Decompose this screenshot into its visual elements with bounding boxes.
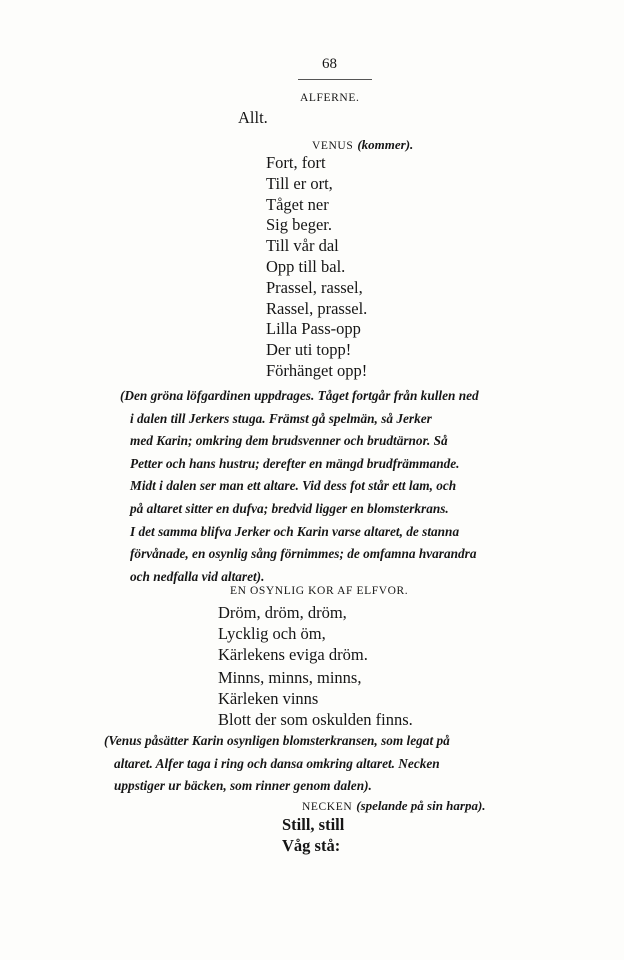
verse-line: Dröm, dröm, dröm, <box>218 603 347 622</box>
speaker-necken-note: (spelande på sin harpa). <box>356 798 486 813</box>
direction-line: med Karin; omkring dem brudsvenner och brudtärnor. Så <box>130 433 448 449</box>
page-number: 68 <box>322 56 337 72</box>
direction-line: Midt i dalen ser man ett altare. Vid dess fot står ett lam, och <box>130 478 457 494</box>
direction-line: altaret. Alfer taga i ring och dansa omkring altaret. Necken <box>114 755 440 771</box>
verse-line: Prassel, rassel, <box>266 277 363 297</box>
verse-line: Opp till bal. <box>266 256 346 276</box>
speaker-alferne: ALFERNE. <box>300 92 360 104</box>
verse-line: Kärleken vinns <box>218 688 319 708</box>
verse-line: Blott der som oskulden finns. <box>218 709 413 729</box>
chorus-stanza-2 <box>218 668 413 730</box>
speaker-venus-note: (kommer). <box>357 137 414 152</box>
necken-verse <box>282 815 344 857</box>
verse-line: Lycklig och öm, <box>218 623 326 643</box>
direction-line: och nedfalla vid altaret). <box>130 568 265 584</box>
verse-line: Minns, minns, minns, <box>218 668 362 687</box>
venus-verse <box>266 153 367 382</box>
direction-line: uppstiger ur bäcken, som rinner genom dalen). <box>114 778 372 794</box>
speaker-necken <box>302 797 486 815</box>
verse-line: Der uti topp! <box>266 340 352 360</box>
verse-line: Tåget ner <box>266 194 329 214</box>
direction-line: (Venus påsätter Karin osynligen blomsterkransen, som legat på <box>104 733 450 748</box>
direction-line: förvånade, en osynlig sång förnimmes; de omfamna hvarandra <box>130 546 477 562</box>
speaker-venus <box>312 136 413 154</box>
direction-line: på altaret sitter en dufva; bredvid ligger en blomsterkrans. <box>130 500 449 516</box>
direction-line: (Den gröna löfgardinen uppdrages. Tåget fortgår från kullen ned <box>120 388 479 403</box>
verse-line: Rassel, prassel. <box>266 298 368 318</box>
verse-line: Lilla Pass-opp <box>266 319 361 339</box>
chorus-stanza-1 <box>218 603 368 665</box>
verse-line: Kärlekens eviga dröm. <box>218 644 368 664</box>
speaker-necken-name: NECKEN <box>302 801 353 813</box>
verse-line: Till vår dal <box>266 236 339 256</box>
verse-line: Fort, fort <box>266 153 326 172</box>
direction-line: i dalen till Jerkers stuga. Främst gå spelmän, så Jerker <box>130 410 432 426</box>
speaker-venus-name: VENUS <box>312 140 354 152</box>
header-rule <box>298 79 372 80</box>
verse-line: Förhänget opp! <box>266 360 368 380</box>
stage-direction-2 <box>104 730 560 798</box>
verse-line: Till er ort, <box>266 173 333 193</box>
verse-line: Still, still <box>282 815 345 834</box>
speaker-chorus: EN OSYNLIG KOR AF ELFVOR. <box>230 585 409 597</box>
direction-line: I det samma blifva Jerker och Karin varse altaret, de stanna <box>130 523 460 539</box>
allt-line: Allt. <box>238 108 268 127</box>
verse-line: Våg stå: <box>282 835 341 855</box>
verse-line: Sig beger. <box>266 215 332 235</box>
stage-direction-1 <box>120 385 560 588</box>
direction-line: Petter och hans hustru; derefter en mängd brudfrämmande. <box>130 455 460 471</box>
